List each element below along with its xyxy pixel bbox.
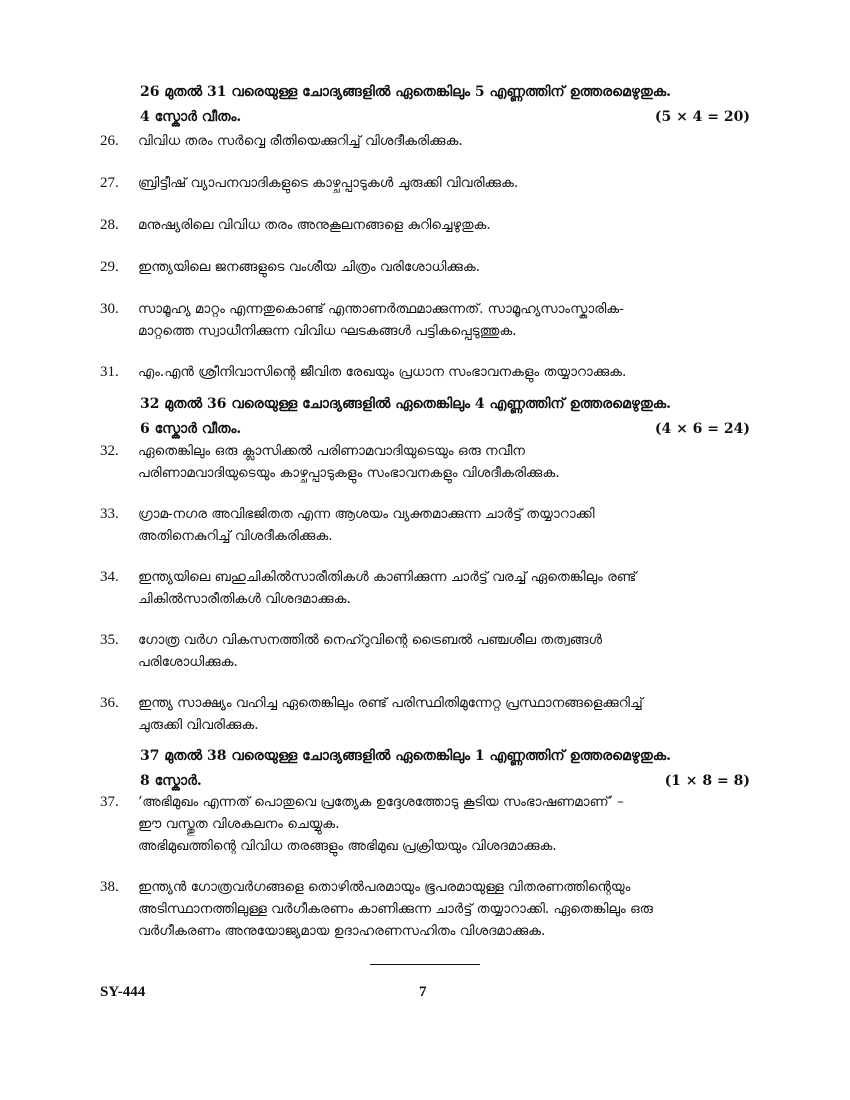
question-text-line: അടിസ്ഥാനത്തിലുള്ള വർഗീകരണം കാണിക്കുന്ന ചാർട്ട് തയ്യാറാക്കി. ഏതെങ്കിലും ഒരു: [138, 901, 653, 917]
question-number: 34.: [100, 569, 119, 585]
question-29: [100, 256, 750, 278]
section-marks-each: 8 സ്കോർ.: [140, 773, 202, 789]
question-text-line: അഭിമുഖത്തിന്റെ വിവിധ തരങ്ങളും അഭിമുഖ പ്രക്രിയയും വിശദമാക്കുക.: [138, 838, 557, 854]
question-37: [100, 791, 750, 857]
question-text-line: മാറ്റത്തെ സ്വാധീനിക്കുന്ന വിവിധ ഘടകങ്ങൾ പട്ടികപ്പെടുത്തുക.: [138, 323, 517, 339]
question-text: ഇന്ത്യയിലെ ജനങ്ങളുടെ വംശീയ ചിത്രം വരിശോധിക്കുക.: [138, 259, 481, 275]
question-number: 37.: [100, 794, 119, 810]
question-text-line: ഇന്ത്യ സാക്ഷ്യം വഹിച്ച ഏതെങ്കിലും രണ്ട് പരിസ്ഥിതിമുന്നേറ്റ പ്രസ്ഥാനങ്ങളെക്കുറിച്ച്: [138, 695, 643, 711]
question-28: [100, 214, 750, 236]
question-text-line: ഇന്ത്യൻ ഗോത്രവർഗങ്ങളെ തൊഴിൽപരമായും ഭൂപരമായുള്ള വിതരണത്തിന്റെയും: [138, 879, 631, 895]
question-text: വിവിധ തരം സർവ്വെ രീതിയെക്കുറിച്ച് വിശദീകരിക്കുക.: [138, 133, 463, 149]
question-number: 35.: [100, 632, 119, 648]
question-number: 33.: [100, 506, 119, 522]
question-text-line: ചികിൽസാരീതികൾ വിശദമാക്കുക.: [138, 591, 351, 607]
paper-code: SY-444: [100, 984, 146, 1000]
question-number: 38.: [100, 879, 119, 895]
question-text-line: ഏതെങ്കിലും ഒരു ക്ലാസിക്കൽ പരിണാമവാദിയുടെയും ഒരു നവീന: [138, 443, 525, 459]
question-text: ബ്രിട്ടീഷ് വ്യാപനവാദികളുടെ കാഴ്ചപ്പാടുകൾ ചുരുക്കി വിവരിക്കുക.: [138, 175, 519, 191]
section-total-marks: (4 × 6 = 24): [654, 421, 750, 437]
question-text-line: അതിനെകുറിച്ച് വിശദീകരിക്കുക.: [138, 528, 333, 544]
question-text-line: ചുരുക്കി വിവരിക്കുക.: [138, 717, 259, 733]
question-text: എം.എൻ ശ്രീനിവാസിന്റെ ജീവിത രേഖയും പ്രധാന സംഭാവനകളും തയ്യാറാക്കുക.: [138, 364, 627, 380]
question-30: [100, 298, 750, 342]
section-total-marks: (1 × 8 = 8): [664, 773, 750, 789]
section-instruction-text: 26 മുതൽ 31 വരെയുള്ള ചോദ്യങ്ങളിൽ ഏതെങ്കിലും 5 എണ്ണത്തിന് ഉത്തരമെഴുതുക.: [140, 84, 672, 100]
question-number: 32.: [100, 443, 119, 459]
question-36: [100, 692, 750, 736]
question-text-line: ഈ വസ്തുത വിശകലനം ചെയ്യുക.: [138, 816, 340, 832]
question-number: 31.: [100, 364, 119, 380]
question-number: 26.: [100, 133, 119, 149]
section-instruction-2: [140, 392, 750, 442]
section-total-marks: (5 × 4 = 20): [654, 109, 750, 125]
question-text: മനുഷ്യരിലെ വിവിധ തരം അനുകൂലനങ്ങളെ കുറിച്ചെഴുതുക.: [138, 217, 491, 233]
section-instruction-text: 37 മുതൽ 38 വരെയുള്ള ചോദ്യങ്ങളിൽ ഏതെങ്കിലും 1 എണ്ണത്തിന് ഉത്തരമെഴുതുക.: [140, 748, 672, 764]
question-27: [100, 172, 750, 194]
question-number: 36.: [100, 695, 119, 711]
question-32: [100, 440, 750, 484]
question-text-line: ഗോത്ര വർഗ വികസനത്തിൽ നെഹ്റുവിന്റെ ട്രൈബൽ പഞ്ചശീല തത്വങ്ങൾ: [138, 632, 603, 648]
section-instruction-1: [140, 80, 750, 130]
question-35: [100, 629, 750, 673]
question-number: 30.: [100, 301, 119, 317]
page-number: 7: [419, 984, 427, 1000]
question-text-line: ഇന്ത്യയിലെ ബഹുചികിൽസാരീതികൾ കാണിക്കുന്ന ചാർട്ട് വരച്ച് ഏതെങ്കിലും രണ്ട്: [138, 569, 637, 585]
section-marks-each: 6 സ്കോർ വീതം.: [140, 421, 242, 437]
question-text-line: ഗ്രാമ-നഗര അവിഭജിതത എന്ന ആശയം വ്യക്തമാക്കുന്ന ചാർട്ട് തയ്യാറാക്കി: [138, 506, 595, 522]
question-number: 28.: [100, 217, 119, 233]
question-text-line: പരിശോധിക്കുക.: [138, 654, 238, 670]
question-34: [100, 566, 750, 610]
end-rule-divider: [370, 964, 480, 965]
question-26: [100, 130, 750, 152]
question-33: [100, 503, 750, 547]
section-marks-each: 4 സ്കോർ വീതം.: [140, 109, 242, 125]
question-text-line: ‘അഭിമുഖം എന്നത് പൊതുവെ പ്രത്യേക ഉദ്ദേശത്തോടു കൂടിയ സംഭാഷണമാണ്’ –: [138, 794, 624, 810]
question-text-line: പരിണാമവാദിയുടെയും കാഴ്ചപ്പാടുകളും സംഭാവനകളും വിശദീകരിക്കുക.: [138, 465, 560, 481]
question-31: [100, 361, 750, 383]
section-instruction-3: [140, 744, 750, 794]
question-text-line: സാമൂഹ്യ മാറ്റം എന്നതുകൊണ്ട് എന്താണർത്ഥമാക്കുന്നത്. സാമൂഹ്യസാംസ്കാരിക-: [138, 301, 624, 317]
question-38: [100, 876, 750, 942]
question-number: 27.: [100, 175, 119, 191]
section-instruction-text: 32 മുതൽ 36 വരെയുള്ള ചോദ്യങ്ങളിൽ ഏതെങ്കിലും 4 എണ്ണത്തിന് ഉത്തരമെഴുതുക.: [140, 396, 672, 412]
question-number: 29.: [100, 259, 119, 275]
question-text-line: വർഗീകരണം അനുയോജ്യമായ ഉദാഹരണസഹിതം വിശദമാക്കുക.: [138, 923, 546, 939]
